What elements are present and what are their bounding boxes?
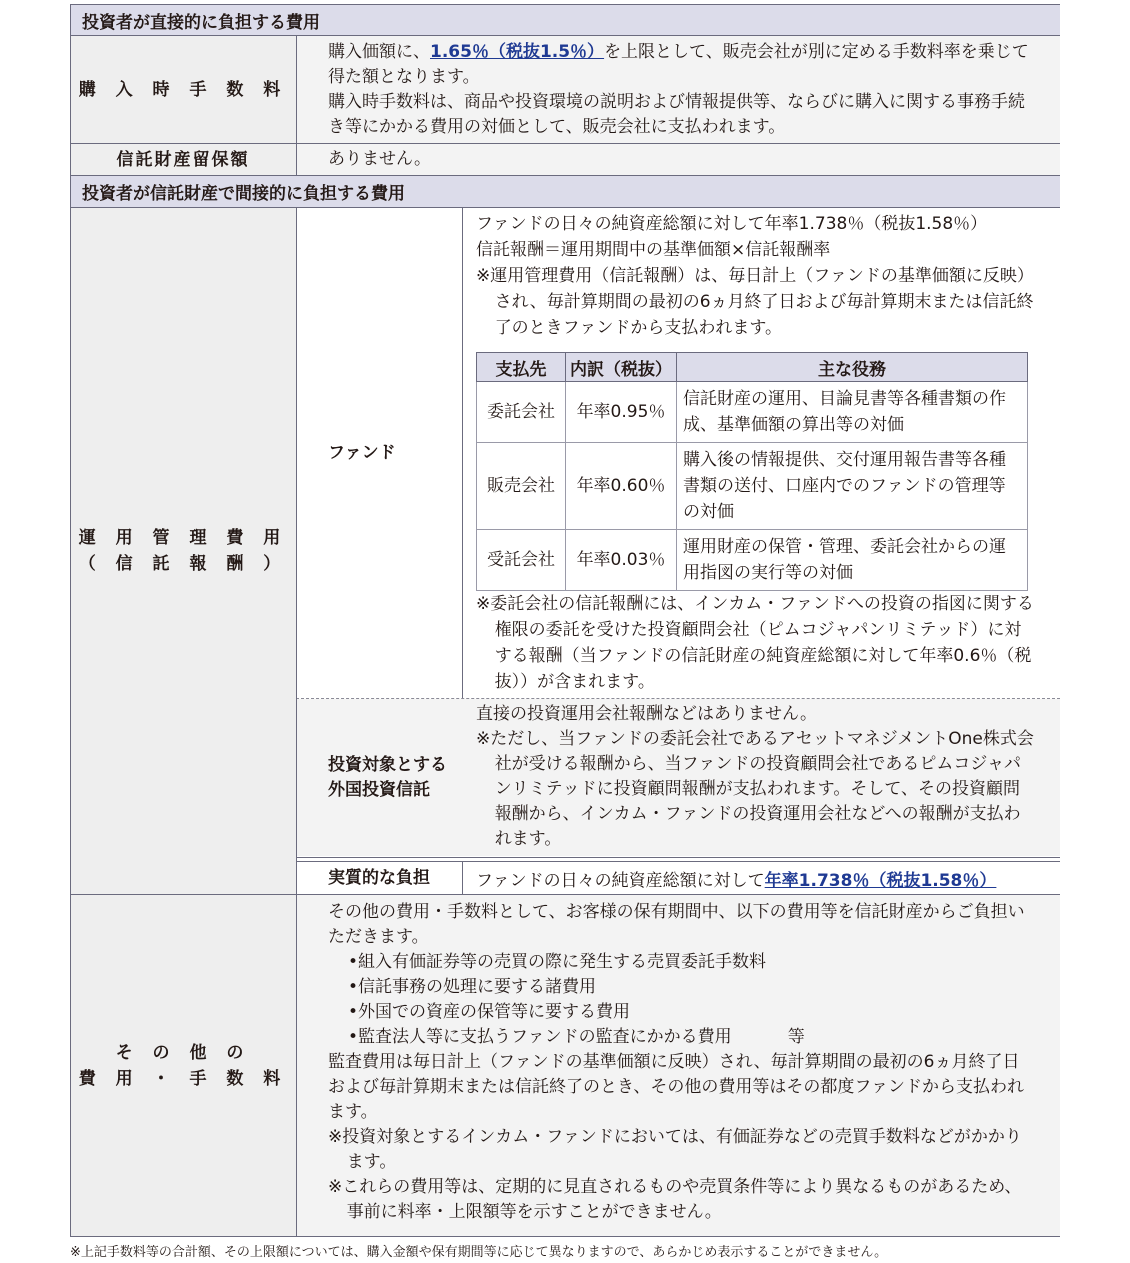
fund-fee-line: ファンドの日々の純資産総額に対して年率1.738％（税抜1.58％）	[476, 214, 988, 234]
table-row	[477, 530, 1028, 591]
text-fragment: を上限として、販売会社が別に定める手数料率を乗じて得た額となります。	[328, 42, 1029, 87]
table-cell-payee: 委託会社	[477, 382, 566, 443]
table-row	[477, 382, 1028, 443]
row-label-reserve: 信託財産留保額	[70, 144, 296, 175]
sub-label-fund: ファンド	[296, 208, 462, 698]
table-cell-rate: 年率0.60％	[566, 443, 677, 530]
table-cell-payee: 受託会社	[477, 530, 566, 591]
etc-text: 等	[787, 1027, 805, 1047]
table-header-row	[477, 353, 1028, 382]
table-row	[477, 443, 1028, 530]
foreign-note: ※ただし、当ファンドの委託会社であるアセットマネジメントOne株式会社が受ける報酬から、当ファンドの投資顧問会社であるピムコジャパンリミテッドに投資顧問報酬が支払われます。そして、その投資顧問報酬から、インカム・ファンドの投資運用会社などへの報酬が支払われます。	[476, 729, 1034, 849]
purchase-fee-text-1	[328, 40, 1030, 90]
text-fragment: ファンドの日々の純資産総額に対して	[476, 871, 765, 891]
other-note-2: ※これらの費用等は、定期的に見直されるものや売買条件等により異なるものがあるため、事前に料率・上限額等を示すことができません。	[328, 1177, 1022, 1222]
other-bullet-list	[328, 950, 1030, 1050]
fund-note-2-block	[476, 591, 1036, 695]
table-header-role: 主な役務	[677, 353, 1028, 382]
fund-text-block	[476, 211, 1036, 341]
other-note-1: ※投資対象とするインカム・ファンドにおいては、有価証券などの売買手数料などがかかります。	[328, 1127, 1022, 1172]
purchase-fee-rate-link[interactable]: 1.65％（税抜1.5％）	[430, 42, 605, 62]
foreign-line: 直接の投資運用会社報酬などはありません。	[476, 704, 818, 724]
table-cell-role: 運用財産の保管・管理、委託会社からの運用指図の実行等の対価	[677, 530, 1028, 591]
table-cell-role: 信託財産の運用、目論見書等各種書類の作成、基準価額の算出等の対価	[677, 382, 1028, 443]
footnote: ※上記手数料等の合計額、その上限額については、購入金額や保有期間等に応じて異なりますので、あらかじめ表示することができません。	[70, 1245, 888, 1260]
section-title: 投資者が直接的に負担する費用	[82, 12, 320, 33]
row-label-purchase-fee: 購 入 時 手 数 料	[70, 36, 296, 143]
other-audit-text: 監査費用は毎日計上（ファンドの基準価額に反映）され、毎計算期間の最初の6ヵ月終了日および毎計算期末または信託終了のとき、その他の費用等はその都度ファンドから支払われます。	[328, 1052, 1024, 1122]
text-fragment: 購入価額に、	[328, 42, 430, 62]
row-label-management-fee: 運 用 管 理 費 用 （ 信 託 報 酬 ）	[70, 208, 296, 894]
effective-rate-link[interactable]: 年率1.738％（税抜1.58％）	[764, 871, 997, 891]
list-item: •組入有価証券等の売買の際に発生する売買委託手数料	[348, 952, 767, 972]
purchase-fee-text-2: 購入時手数料は、商品や投資環境の説明および情報提供等、ならびに購入に関する事務手続き等にかかる費用の対価として、販売会社に支払われます。	[328, 92, 1025, 137]
row-label-other-fees: そ の 他 の 費 用 ・ 手 数 料	[70, 895, 296, 1236]
list-item: •信託事務の処理に要する諸費用	[348, 977, 597, 997]
purchase-fee-content	[296, 36, 1060, 143]
reserve-content: ありません。	[296, 144, 1060, 175]
section-header-direct	[70, 4, 1060, 36]
section-title: 投資者が信託財産で間接的に負担する費用	[82, 184, 405, 204]
fee-breakdown-table	[476, 352, 1028, 591]
table-header-payee: 支払先	[477, 353, 566, 382]
list-item-text: •監査法人等に支払うファンドの監査にかかる費用	[348, 1027, 732, 1047]
effective-content	[462, 862, 1060, 894]
table-cell-rate: 年率0.03％	[566, 530, 677, 591]
table-cell-payee: 販売会社	[477, 443, 566, 530]
other-fees-content	[296, 895, 1060, 1236]
list-item	[348, 1025, 1030, 1050]
sub-label-effective: 実質的な負担	[296, 862, 462, 894]
table-cell-rate: 年率0.95％	[566, 382, 677, 443]
table-header-rate: 内訳（税抜）	[566, 353, 677, 382]
table-cell-role: 購入後の情報提供、交付運用報告書等各種書類の送付、口座内でのファンドの管理等の対価	[677, 443, 1028, 530]
foreign-text-block	[476, 702, 1036, 852]
fund-note-2: ※委託会社の信託報酬には、インカム・ファンドへの投資の指図に関する権限の委託を受けた投資顧問会社（ピムコジャパンリミテッド）に対する報酬（当ファンドの信託財産の純資産総額に対して年率0.6％（税抜））が含まれます。	[476, 594, 1034, 692]
section-header-indirect	[70, 175, 1060, 208]
sub-label-foreign-fund: 投資対象とする 外国投資信託	[296, 699, 462, 856]
fund-formula-line: 信託報酬＝運用期間中の基準価額×信託報酬率	[476, 240, 831, 260]
fund-note: ※運用管理費用（信託報酬）は、毎日計上（ファンドの基準価額に反映）され、毎計算期間の最初の6ヵ月終了日および毎計算期末または信託終了のときファンドから支払われます。	[476, 266, 1034, 338]
list-item: •外国での資産の保管等に要する費用	[348, 1002, 631, 1022]
other-intro: その他の費用・手数料として、お客様の保有期間中、以下の費用等を信託財産からご負担いただきます。	[328, 902, 1025, 947]
